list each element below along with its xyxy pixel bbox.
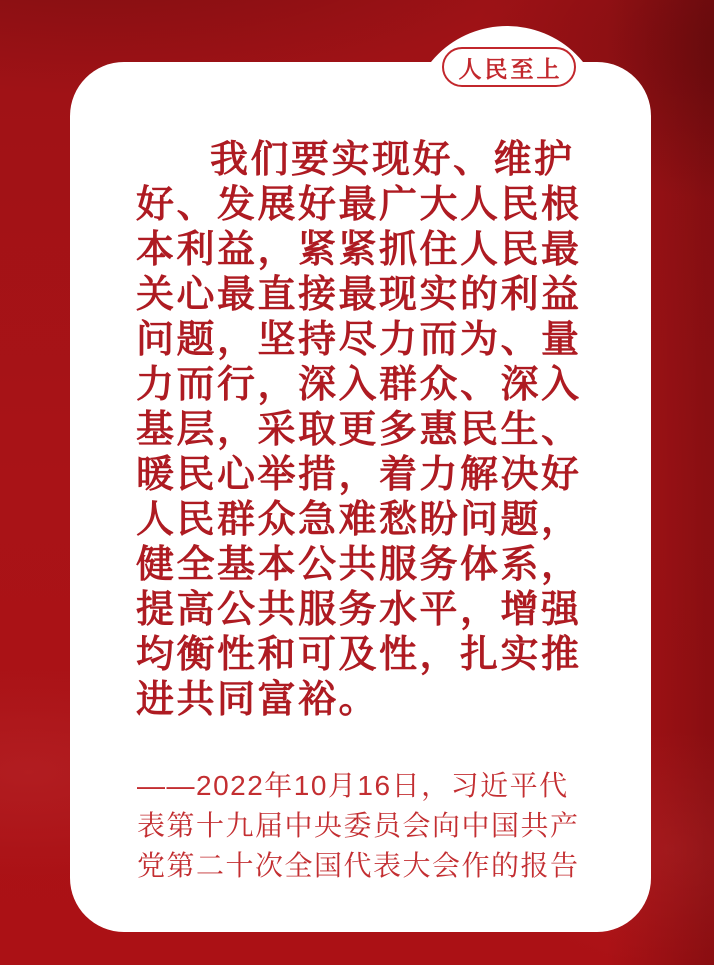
quote-line: 暖民心举措，着力解决好 — [136, 454, 582, 496]
quote-line: 本利益，紧紧抓住人民最 — [136, 229, 582, 271]
quote-line: 均衡性和可及性，扎实推 — [136, 634, 582, 676]
quote-card — [70, 56, 651, 932]
quote-line: 基层，采取更多惠民生、 — [136, 409, 582, 451]
slogan-badge — [442, 47, 576, 87]
slogan-badge-label: 人民至上 — [458, 56, 563, 82]
attribution-line: 表第十九届中央委员会向中国共产 — [137, 810, 580, 841]
quote-line: 提高公共服务水平，增强 — [136, 589, 582, 631]
quote-line: 好、发展好最广大人民根 — [136, 184, 582, 226]
quote-text — [136, 138, 591, 723]
quote-line: 进共同富裕。 — [136, 679, 380, 721]
quote-line: 健全基本公共服务体系， — [136, 544, 582, 586]
quote-line: 关心最直接最现实的利益 — [136, 274, 582, 316]
attribution-text — [137, 766, 580, 886]
quote-line: 我们要实现好、维护 — [210, 139, 575, 181]
quote-line: 人民群众急难愁盼问题， — [136, 499, 582, 541]
attribution-line: ——2022年10月16日，习近平代 — [137, 770, 569, 801]
quote-line: 力而行，深入群众、深入 — [136, 364, 582, 406]
quote-line: 问题，坚持尽力而为、量 — [136, 319, 582, 361]
attribution-line: 党第二十次全国代表大会作的报告 — [137, 850, 580, 881]
